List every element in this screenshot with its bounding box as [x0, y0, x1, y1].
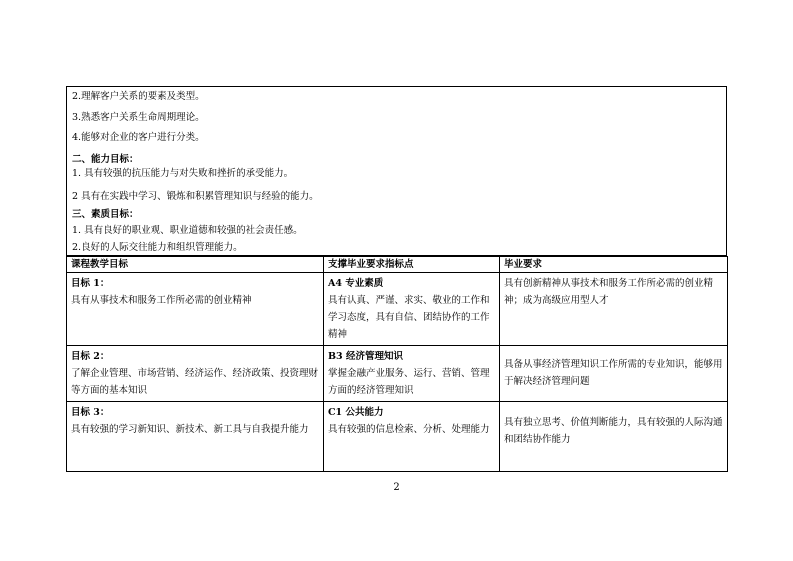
- requirement-text: 具有创新精神从事技术和服务工作所必需的创业精神；成为高级应用型人才: [504, 278, 714, 306]
- goal-cell: [67, 273, 324, 346]
- requirement-cell: [500, 402, 728, 472]
- indicator-cell: [324, 273, 500, 346]
- ability-heading: 二、能力目标：: [72, 154, 139, 165]
- goal-title: 目标 1：: [71, 278, 110, 289]
- ability-item: 1. 具有较强的抗压能力与对失败和挫折的承受能力。: [72, 168, 294, 179]
- goal-text: 具有从事技术和服务工作所必需的创业精神: [71, 295, 252, 306]
- requirement-text: 具有独立思考、价值判断能力，具有较强的人际沟通和团结协作能力: [504, 417, 723, 445]
- objective-line: 3.熟悉客户关系生命周期理论。: [72, 112, 205, 123]
- table-row: [67, 346, 728, 402]
- indicator-text: 具有认真、严谨、求实、敬业的工作和学习态度，具有自信、团结协作的工作精神: [328, 295, 490, 340]
- indicator-title: C1 公共能力: [328, 407, 384, 418]
- indicator-title: A4 专业素质: [328, 278, 384, 289]
- header-course-goal: 课程教学目标: [67, 257, 324, 273]
- goal-cell: [67, 402, 324, 472]
- indicator-cell: [324, 346, 500, 402]
- table-header-row: [67, 257, 728, 273]
- ability-item: 2 具有在实践中学习、锻炼和积累管理知识与经验的能力。: [72, 191, 319, 202]
- objectives-table: [66, 256, 728, 472]
- goal-cell: [67, 346, 324, 402]
- goal-text: 具有较强的学习新知识、新技术、新工具与自我提升能力: [71, 424, 309, 435]
- header-requirement: 毕业要求: [500, 257, 728, 273]
- goal-title: 目标 2：: [71, 351, 110, 362]
- quality-item: 2.良好的人际交往能力和组织管理能力。: [72, 242, 243, 253]
- indicator-text: 掌握金融产业服务、运行、营销、管理方面的经济管理知识: [328, 368, 490, 396]
- indicator-cell: [324, 402, 500, 472]
- quality-item: 1. 具有良好的职业观、职业道德和较强的社会责任感。: [72, 225, 303, 236]
- indicator-text: 具有较强的信息检索、分析、处理能力: [328, 424, 490, 435]
- requirement-cell: [500, 346, 728, 402]
- quality-heading: 三、素质目标：: [72, 209, 139, 220]
- objective-line: 4.能够对企业的客户进行分类。: [72, 132, 205, 143]
- page-number: 2: [393, 482, 400, 493]
- requirement-cell: [500, 273, 728, 346]
- table-row: [67, 402, 728, 472]
- objectives-box: [66, 86, 727, 256]
- header-indicator: 支撑毕业要求指标点: [324, 257, 500, 273]
- goal-title: 目标 3：: [71, 407, 110, 418]
- table-row: [67, 273, 728, 346]
- objective-line: 2.理解客户关系的要素及类型。: [72, 91, 205, 102]
- goal-text: 了解企业管理、市场营销、经济运作、经济政策、投资理财等方面的基本知识: [71, 368, 319, 396]
- indicator-title: B3 经济管理知识: [328, 351, 403, 362]
- requirement-text: 具备从事经济管理知识工作所需的专业知识，能够用于解决经济管理问题: [504, 359, 723, 387]
